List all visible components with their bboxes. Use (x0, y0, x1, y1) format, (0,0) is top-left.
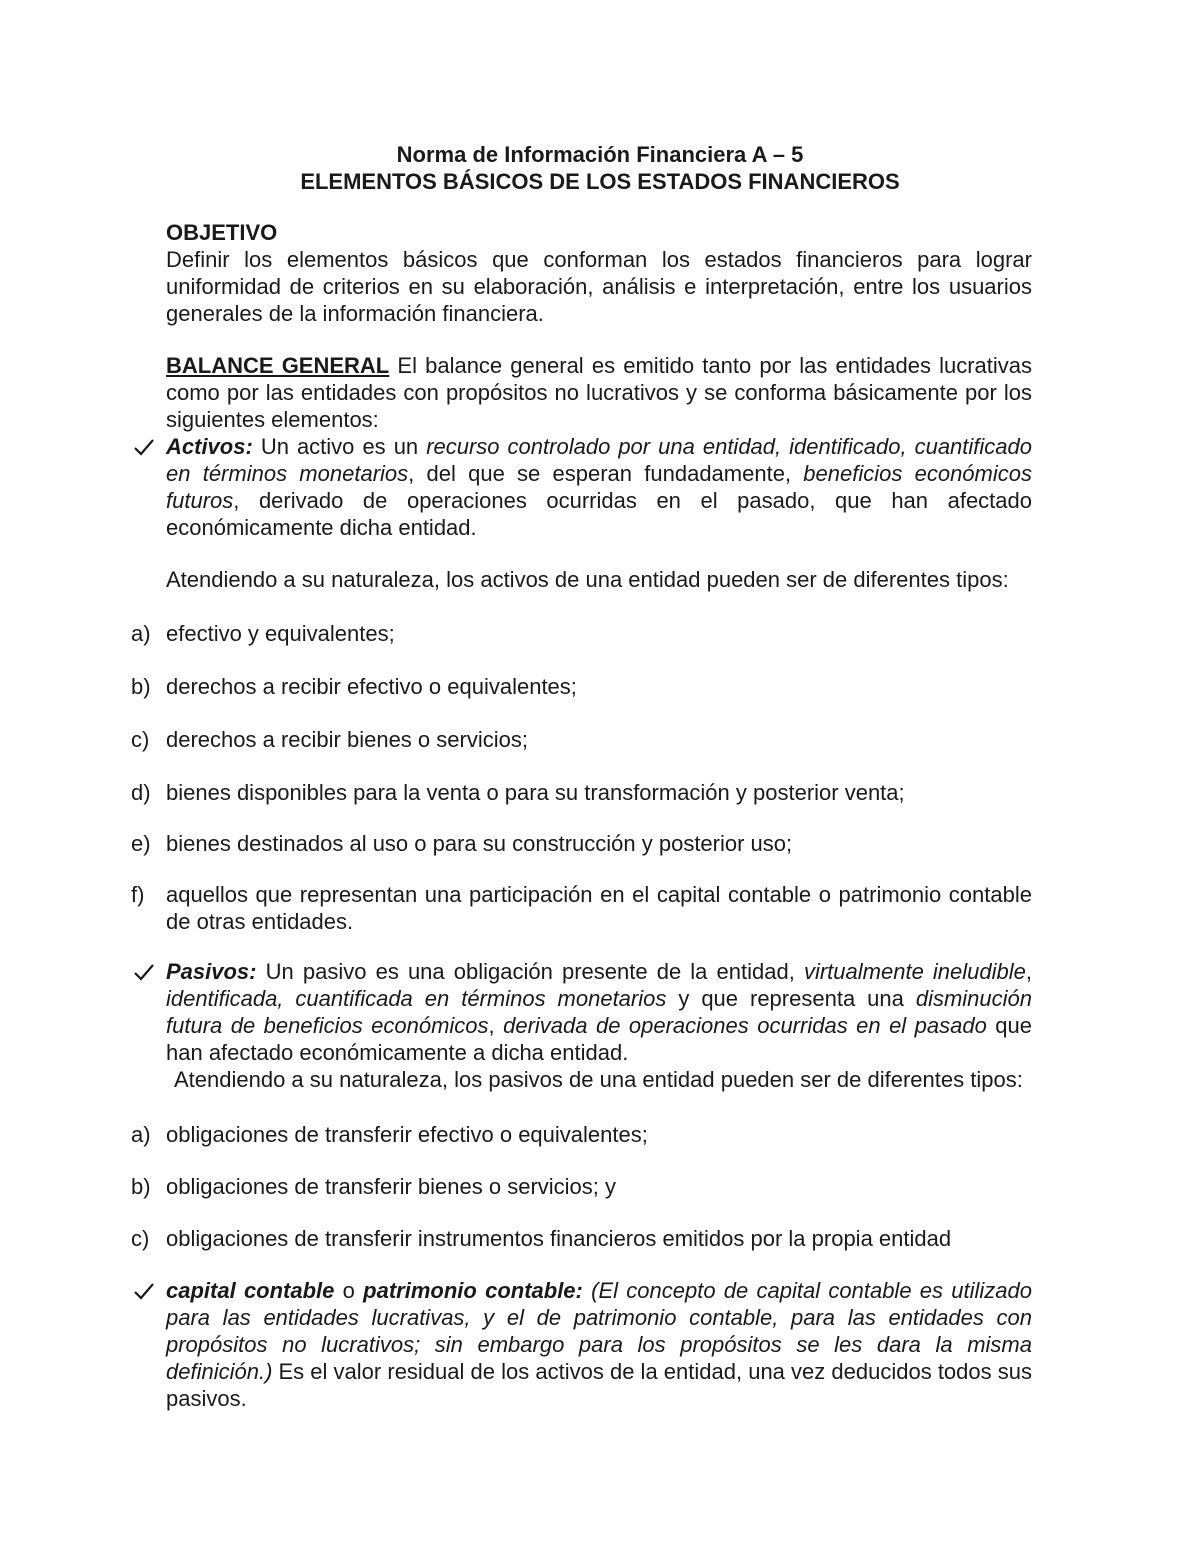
list-marker: d) (131, 780, 151, 805)
activos-item: bienes disponibles para la venta o para su transformación y posterior venta; (166, 780, 905, 805)
list-marker: b) (131, 674, 151, 699)
activos-item: efectivo y equivalentes; (166, 621, 395, 646)
pasivos-label: Pasivos: (166, 959, 257, 984)
list-marker: c) (131, 1226, 150, 1251)
activos-text-1: Un activo es un (252, 434, 427, 459)
objetivo-heading: OBJETIVO (166, 220, 278, 245)
activos-paragraph (166, 433, 1032, 541)
list-marker: a) (131, 621, 151, 646)
pasivos-item: obligaciones de transferir efectivo o equivalentes; (166, 1122, 648, 1147)
activos-item: aquellos que representan una participación en el capital contable o patrimonio contable de otras entidades. (166, 882, 1032, 934)
capital-text-2: Es el valor residual de los activos de la entidad, una vez deducidos todos sus pasivos. (166, 1359, 1032, 1411)
pasivos-item: obligaciones de transferir instrumentos financieros emitidos por la propia entidad (166, 1226, 952, 1251)
activos-italic-2: beneficios económicos futuros (166, 461, 1032, 513)
list-marker: b) (131, 1174, 151, 1199)
balance-text: El balance general es emitido tanto por las entidades lucrativas como por las entidades con propósitos no lucrativos y se conforma básicamente por los siguientes elementos: (166, 353, 1032, 432)
activos-item: derechos a recibir bienes o servicios; (166, 727, 528, 752)
capital-text-1: o (334, 1278, 364, 1303)
activos-text-2: , del que se esperan fundadamente, (408, 461, 804, 486)
pasivos-paragraph (166, 958, 1032, 1066)
capital-paragraph (166, 1277, 1032, 1412)
list-marker: a) (131, 1122, 151, 1147)
capital-label: capital contable (166, 1278, 335, 1303)
pasivos-text-5: que han afectado económicamente a dicha entidad. (166, 1013, 1032, 1065)
document-subtitle: ELEMENTOS BÁSICOS DE LOS ESTADOS FINANCIEROS (300, 169, 900, 194)
pasivos-item: obligaciones de transferir bienes o servicios; y (166, 1174, 617, 1199)
activos-text-3: , derivado de operaciones ocurridas en el pasado, que han afectado económicamente dicha entidad. (166, 488, 1032, 540)
checkmark-icon (132, 962, 156, 984)
pasivos-italic-3: disminución futura de beneficios económicos (166, 986, 1032, 1038)
balance-heading: BALANCE GENERAL (166, 353, 390, 378)
pasivos-text-4: , (488, 1013, 504, 1038)
list-marker: f) (131, 882, 145, 907)
activos-item: bienes destinados al uso o para su construcción y posterior uso; (166, 831, 793, 856)
checkmark-icon (132, 1281, 156, 1303)
pasivos-italic-1: virtualmente ineludible (803, 959, 1026, 984)
activos-item: derechos a recibir efectivo o equivalentes; (166, 674, 577, 699)
patrimonio-label: patrimonio contable: (363, 1278, 583, 1303)
pasivos-italic-4: derivada de operaciones ocurridas en el pasado (503, 1013, 987, 1038)
list-marker: e) (131, 831, 151, 856)
document-title: Norma de Información Financiera A – 5 (396, 142, 804, 167)
pasivos-text-2: , (1025, 959, 1033, 984)
checkmark-icon (132, 437, 156, 459)
pasivos-intro: Atendiendo a su naturaleza, los pasivos de una entidad pueden ser de diferentes tipos: (174, 1067, 1023, 1092)
objetivo-paragraph: Definir los elementos básicos que conforman los estados financieros para lograr uniformidad de criterios en su elaboración, análisis e interpretación, entre los usuarios generales de la información financiera. (166, 247, 1032, 326)
balance-paragraph (166, 352, 1032, 433)
pasivos-text-3: y que representa una (666, 986, 916, 1011)
pasivos-text-1: Un pasivo es una obligación presente de la entidad, (256, 959, 804, 984)
activos-intro: Atendiendo a su naturaleza, los activos de una entidad pueden ser de diferentes tipos: (166, 567, 1009, 592)
capital-italic-1: (El concepto de capital contable es utilizado para las entidades lucrativas, y el de patrimonio contable, para las entidades con propósitos no lucrativos; sin embargo para los propósitos se les dara la misma definición.) (166, 1278, 1033, 1384)
activos-label: Activos: (166, 434, 253, 459)
activos-italic-1: recurso controlado por una entidad, identificado, cuantificado en términos monetarios (166, 434, 1032, 486)
pasivos-italic-2: identificada, cuantificada en términos monetarios (166, 986, 667, 1011)
list-marker: c) (131, 727, 150, 752)
